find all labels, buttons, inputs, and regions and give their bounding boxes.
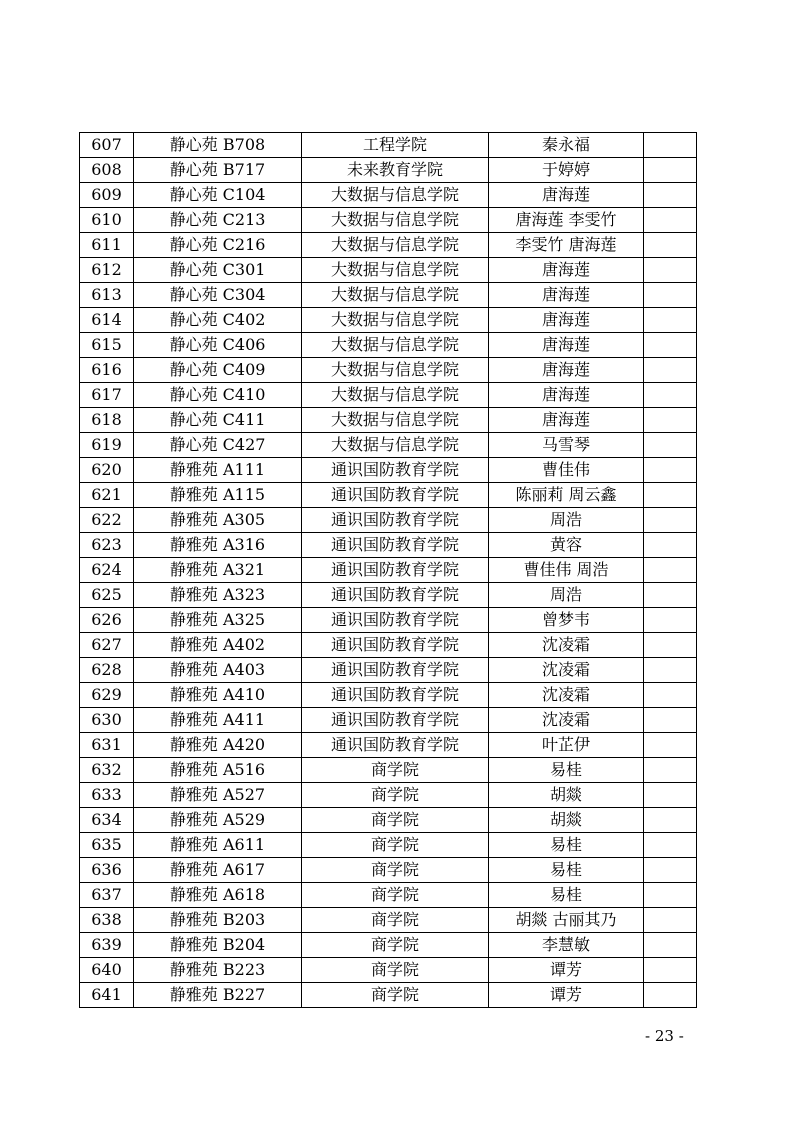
person-cell: 唐海莲 李雯竹 (489, 208, 644, 233)
room-cell: 静心苑 C411 (134, 408, 302, 433)
row-number-cell: 639 (80, 933, 134, 958)
row-number-cell: 631 (80, 733, 134, 758)
row-number-cell: 638 (80, 908, 134, 933)
person-cell: 叶芷伊 (489, 733, 644, 758)
college-cell: 通识国防教育学院 (302, 558, 489, 583)
college-cell: 未来教育学院 (302, 158, 489, 183)
row-number-cell: 612 (80, 258, 134, 283)
table-row (80, 558, 697, 583)
room-cell: 静雅苑 B227 (134, 983, 302, 1008)
college-cell: 大数据与信息学院 (302, 183, 489, 208)
table-row (80, 733, 697, 758)
person-cell: 陈丽莉 周云鑫 (489, 483, 644, 508)
person-cell: 于婷婷 (489, 158, 644, 183)
person-cell: 李雯竹 唐海莲 (489, 233, 644, 258)
room-cell: 静心苑 C410 (134, 383, 302, 408)
table-row (80, 908, 697, 933)
table-row (80, 808, 697, 833)
table-row (80, 383, 697, 408)
room-cell: 静心苑 C213 (134, 208, 302, 233)
room-cell: 静雅苑 A111 (134, 458, 302, 483)
row-number-cell: 620 (80, 458, 134, 483)
room-cell: 静心苑 C402 (134, 308, 302, 333)
extra-cell (644, 333, 697, 358)
row-number-cell: 609 (80, 183, 134, 208)
college-cell: 通识国防教育学院 (302, 733, 489, 758)
extra-cell (644, 608, 697, 633)
room-cell: 静雅苑 A516 (134, 758, 302, 783)
person-cell: 沈凌霜 (489, 708, 644, 733)
room-cell: 静心苑 C409 (134, 358, 302, 383)
row-number-cell: 610 (80, 208, 134, 233)
extra-cell (644, 983, 697, 1008)
table-row (80, 258, 697, 283)
table-row (80, 858, 697, 883)
person-cell: 易桂 (489, 858, 644, 883)
college-cell: 通识国防教育学院 (302, 633, 489, 658)
extra-cell (644, 258, 697, 283)
row-number-cell: 628 (80, 658, 134, 683)
college-cell: 大数据与信息学院 (302, 233, 489, 258)
college-cell: 大数据与信息学院 (302, 408, 489, 433)
extra-cell (644, 808, 697, 833)
college-cell: 商学院 (302, 758, 489, 783)
row-number-cell: 618 (80, 408, 134, 433)
table-row (80, 533, 697, 558)
person-cell: 沈凌霜 (489, 658, 644, 683)
table-row (80, 433, 697, 458)
row-number-cell: 616 (80, 358, 134, 383)
table-row (80, 583, 697, 608)
person-cell: 唐海莲 (489, 408, 644, 433)
person-cell: 易桂 (489, 883, 644, 908)
table-row (80, 658, 697, 683)
row-number-cell: 607 (80, 133, 134, 158)
room-cell: 静雅苑 A316 (134, 533, 302, 558)
room-cell: 静雅苑 A611 (134, 833, 302, 858)
person-cell: 易桂 (489, 833, 644, 858)
room-cell: 静雅苑 A527 (134, 783, 302, 808)
extra-cell (644, 883, 697, 908)
row-number-cell: 633 (80, 783, 134, 808)
table-row (80, 333, 697, 358)
college-cell: 通识国防教育学院 (302, 708, 489, 733)
extra-cell (644, 933, 697, 958)
extra-cell (644, 358, 697, 383)
college-cell: 大数据与信息学院 (302, 283, 489, 308)
college-cell: 大数据与信息学院 (302, 358, 489, 383)
extra-cell (644, 308, 697, 333)
table-row (80, 683, 697, 708)
row-number-cell: 636 (80, 858, 134, 883)
row-number-cell: 635 (80, 833, 134, 858)
college-cell: 商学院 (302, 983, 489, 1008)
row-number-cell: 617 (80, 383, 134, 408)
extra-cell (644, 508, 697, 533)
room-cell: 静雅苑 B203 (134, 908, 302, 933)
room-cell: 静雅苑 A402 (134, 633, 302, 658)
extra-cell (644, 458, 697, 483)
room-cell: 静雅苑 A420 (134, 733, 302, 758)
extra-cell (644, 708, 697, 733)
room-cell: 静心苑 C216 (134, 233, 302, 258)
extra-cell (644, 908, 697, 933)
college-cell: 商学院 (302, 958, 489, 983)
college-cell: 商学院 (302, 933, 489, 958)
person-cell: 唐海莲 (489, 308, 644, 333)
row-number-cell: 625 (80, 583, 134, 608)
room-cell: 静雅苑 A115 (134, 483, 302, 508)
extra-cell (644, 383, 697, 408)
extra-cell (644, 158, 697, 183)
extra-cell (644, 233, 697, 258)
row-number-cell: 619 (80, 433, 134, 458)
person-cell: 胡燚 古丽其乃 (489, 908, 644, 933)
room-cell: 静心苑 C406 (134, 333, 302, 358)
college-cell: 通识国防教育学院 (302, 458, 489, 483)
person-cell: 秦永福 (489, 133, 644, 158)
person-cell: 沈凌霜 (489, 683, 644, 708)
extra-cell (644, 958, 697, 983)
college-cell: 通识国防教育学院 (302, 608, 489, 633)
table-row (80, 933, 697, 958)
person-cell: 胡燚 (489, 808, 644, 833)
row-number-cell: 630 (80, 708, 134, 733)
room-cell: 静心苑 C304 (134, 283, 302, 308)
extra-cell (644, 408, 697, 433)
row-number-cell: 623 (80, 533, 134, 558)
row-number-cell: 613 (80, 283, 134, 308)
table-row (80, 958, 697, 983)
room-cell: 静雅苑 A618 (134, 883, 302, 908)
table-row (80, 133, 697, 158)
table-row (80, 183, 697, 208)
extra-cell (644, 858, 697, 883)
table-row (80, 708, 697, 733)
college-cell: 工程学院 (302, 133, 489, 158)
extra-cell (644, 633, 697, 658)
person-cell: 唐海莲 (489, 258, 644, 283)
person-cell: 曹佳伟 周浩 (489, 558, 644, 583)
table-row (80, 633, 697, 658)
table-row (80, 308, 697, 333)
table-row (80, 883, 697, 908)
college-cell: 商学院 (302, 808, 489, 833)
college-cell: 大数据与信息学院 (302, 208, 489, 233)
table-row (80, 208, 697, 233)
row-number-cell: 614 (80, 308, 134, 333)
person-cell: 沈凌霜 (489, 633, 644, 658)
person-cell: 马雪琴 (489, 433, 644, 458)
person-cell: 曹佳伟 (489, 458, 644, 483)
room-cell: 静雅苑 A403 (134, 658, 302, 683)
extra-cell (644, 583, 697, 608)
person-cell: 谭芳 (489, 958, 644, 983)
table-row (80, 458, 697, 483)
row-number-cell: 637 (80, 883, 134, 908)
table-row (80, 508, 697, 533)
college-cell: 大数据与信息学院 (302, 433, 489, 458)
row-number-cell: 627 (80, 633, 134, 658)
extra-cell (644, 433, 697, 458)
table-row (80, 483, 697, 508)
room-cell: 静雅苑 B204 (134, 933, 302, 958)
college-cell: 商学院 (302, 883, 489, 908)
college-cell: 大数据与信息学院 (302, 333, 489, 358)
person-cell: 唐海莲 (489, 183, 644, 208)
person-cell: 周浩 (489, 583, 644, 608)
room-cell: 静雅苑 A410 (134, 683, 302, 708)
table-row (80, 758, 697, 783)
extra-cell (644, 133, 697, 158)
room-cell: 静雅苑 A323 (134, 583, 302, 608)
college-cell: 商学院 (302, 833, 489, 858)
college-cell: 商学院 (302, 783, 489, 808)
table-row (80, 783, 697, 808)
extra-cell (644, 658, 697, 683)
table-row (80, 358, 697, 383)
room-cell: 静心苑 C104 (134, 183, 302, 208)
room-cell: 静雅苑 B223 (134, 958, 302, 983)
college-cell: 通识国防教育学院 (302, 533, 489, 558)
table-body (80, 133, 697, 1008)
table-row (80, 283, 697, 308)
college-cell: 大数据与信息学院 (302, 258, 489, 283)
table-row (80, 408, 697, 433)
room-cell: 静雅苑 A305 (134, 508, 302, 533)
person-cell: 唐海莲 (489, 383, 644, 408)
person-cell: 周浩 (489, 508, 644, 533)
college-cell: 商学院 (302, 858, 489, 883)
college-cell: 通识国防教育学院 (302, 483, 489, 508)
row-number-cell: 634 (80, 808, 134, 833)
extra-cell (644, 208, 697, 233)
room-cell: 静心苑 C301 (134, 258, 302, 283)
person-cell: 唐海莲 (489, 358, 644, 383)
extra-cell (644, 483, 697, 508)
table-row (80, 158, 697, 183)
college-cell: 商学院 (302, 908, 489, 933)
table-row (80, 233, 697, 258)
row-number-cell: 621 (80, 483, 134, 508)
row-number-cell: 626 (80, 608, 134, 633)
person-cell: 胡燚 (489, 783, 644, 808)
extra-cell (644, 533, 697, 558)
row-number-cell: 640 (80, 958, 134, 983)
row-number-cell: 622 (80, 508, 134, 533)
table-row (80, 983, 697, 1008)
row-number-cell: 632 (80, 758, 134, 783)
extra-cell (644, 283, 697, 308)
college-cell: 通识国防教育学院 (302, 658, 489, 683)
person-cell: 唐海莲 (489, 283, 644, 308)
table-row (80, 608, 697, 633)
row-number-cell: 608 (80, 158, 134, 183)
room-cell: 静雅苑 A617 (134, 858, 302, 883)
room-cell: 静雅苑 A325 (134, 608, 302, 633)
college-cell: 通识国防教育学院 (302, 508, 489, 533)
room-cell: 静心苑 B717 (134, 158, 302, 183)
dormitory-table (79, 132, 697, 1008)
person-cell: 李慧敏 (489, 933, 644, 958)
person-cell: 唐海莲 (489, 333, 644, 358)
extra-cell (644, 733, 697, 758)
extra-cell (644, 758, 697, 783)
person-cell: 曾梦韦 (489, 608, 644, 633)
college-cell: 大数据与信息学院 (302, 383, 489, 408)
person-cell: 谭芳 (489, 983, 644, 1008)
extra-cell (644, 833, 697, 858)
room-cell: 静心苑 C427 (134, 433, 302, 458)
extra-cell (644, 558, 697, 583)
extra-cell (644, 783, 697, 808)
row-number-cell: 615 (80, 333, 134, 358)
room-cell: 静雅苑 A411 (134, 708, 302, 733)
row-number-cell: 611 (80, 233, 134, 258)
row-number-cell: 629 (80, 683, 134, 708)
extra-cell (644, 183, 697, 208)
room-cell: 静雅苑 A321 (134, 558, 302, 583)
college-cell: 通识国防教育学院 (302, 683, 489, 708)
row-number-cell: 624 (80, 558, 134, 583)
person-cell: 黄容 (489, 533, 644, 558)
room-cell: 静心苑 B708 (134, 133, 302, 158)
extra-cell (644, 683, 697, 708)
page-number: - 23 - (645, 1027, 684, 1045)
person-cell: 易桂 (489, 758, 644, 783)
college-cell: 大数据与信息学院 (302, 308, 489, 333)
table-row (80, 833, 697, 858)
college-cell: 通识国防教育学院 (302, 583, 489, 608)
row-number-cell: 641 (80, 983, 134, 1008)
room-cell: 静雅苑 A529 (134, 808, 302, 833)
